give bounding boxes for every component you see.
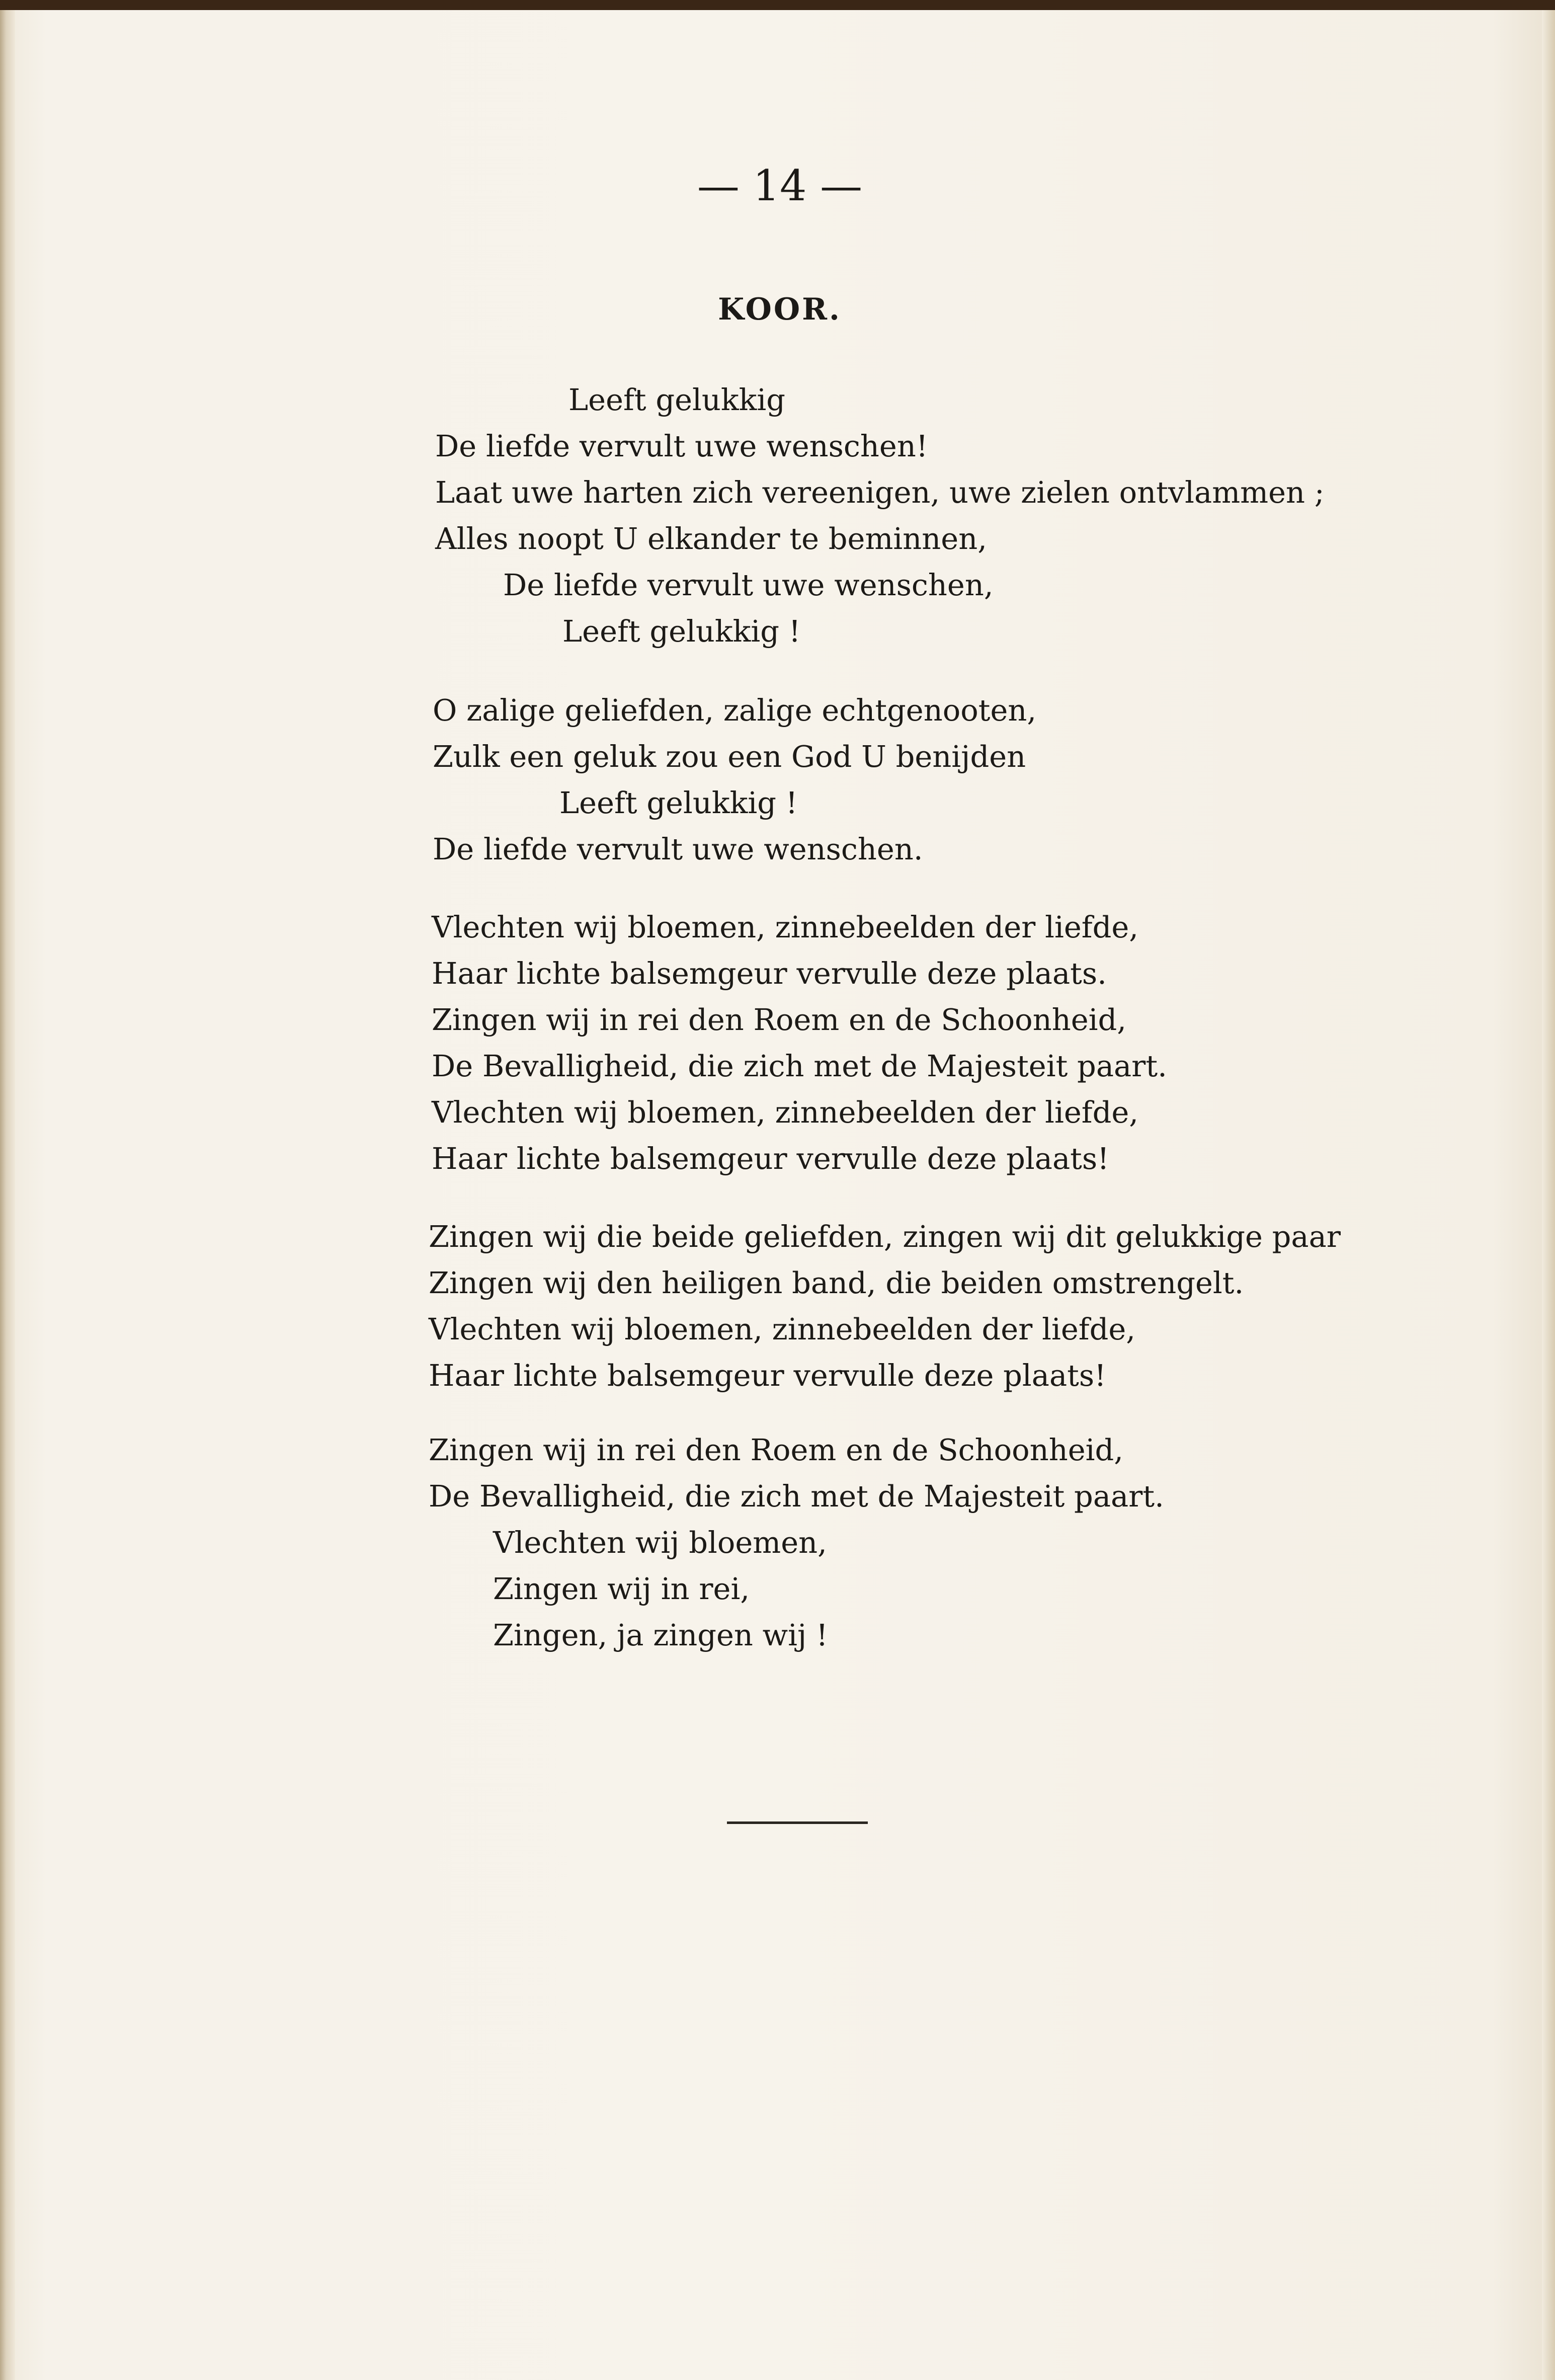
verse-line: Leeft gelukkig ! [559,785,798,820]
verse-line: Haar lichte balsemgeur vervulle deze plaats. [432,956,1107,991]
verse-line: Leeft gelukkig [568,382,786,417]
verse-line: Alles noopt U elkander te beminnen, [435,521,987,556]
end-rule [727,1821,868,1824]
page-left-edge [0,10,15,2380]
verse-line: Zingen wij die beide geliefden, zingen wij dit gelukkige paar [429,1219,1341,1254]
verse-line: Leeft gelukkig ! [562,614,801,649]
verse-line: Zingen wij in rei, [493,1571,750,1606]
page-number: — 14 — [697,161,863,210]
verse-line: De Bevalligheid, die zich met de Majesteit paart. [429,1479,1164,1514]
verse-line: Vlechten wij bloemen, zinnebeelden der liefde, [432,1095,1139,1130]
verse-line: Vlechten wij bloemen, zinnebeelden der liefde, [432,910,1139,944]
section-heading: KOOR. [718,292,842,327]
verse-line: De liefde vervult uwe wenschen, [503,568,994,602]
verse-line: Laat uwe harten zich vereenigen, uwe zielen ontvlammen ; [435,475,1325,510]
verse-line: Vlechten wij bloemen, zinnebeelden der liefde, [429,1312,1136,1346]
book-page [0,10,1555,2380]
verse-line: De liefde vervult uwe wenschen! [435,429,928,463]
verse-line: Zingen wij den heiligen band, die beiden omstrengelt. [429,1265,1244,1300]
verse-line: Zulk een geluk zou een God U benijden [433,739,1026,774]
verse-line: De Bevalligheid, die zich met de Majesteit paart. [432,1049,1167,1083]
verse-line: Zingen wij in rei den Roem en de Schoonheid, [429,1433,1123,1467]
verse-line: O zalige geliefden, zalige echtgenooten, [433,693,1037,728]
page-right-edge [1542,10,1555,2380]
verse-line: Vlechten wij bloemen, [493,1525,827,1560]
verse-line: Haar lichte balsemgeur vervulle deze plaats! [432,1141,1109,1176]
verse-line: Haar lichte balsemgeur vervulle deze plaats! [429,1358,1106,1393]
verse-line: Zingen, ja zingen wij ! [493,1618,828,1652]
verse-line: De liefde vervult uwe wenschen. [433,832,923,866]
verse-line: Zingen wij in rei den Roem en de Schoonheid, [432,1002,1126,1037]
